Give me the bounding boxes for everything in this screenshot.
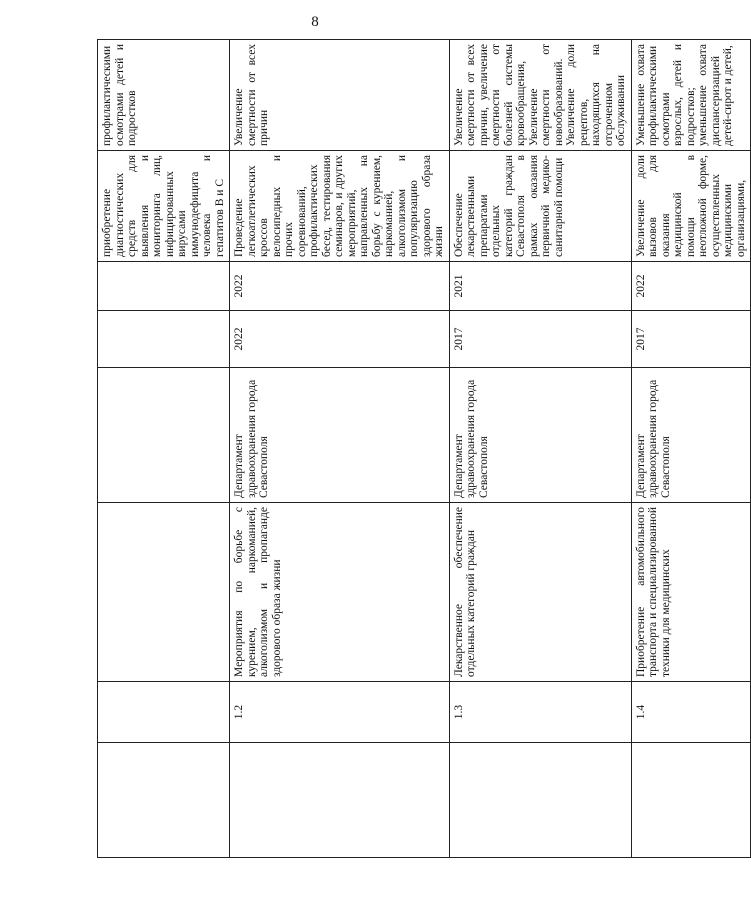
row-start-year: 2017 xyxy=(631,311,751,368)
row-end-year: 2022 xyxy=(230,262,450,311)
row-name: Приобретение автомобильного транспорта и специализированной техники для медицинских xyxy=(631,503,751,682)
row-executor: Департамент здравоохранения города Севастополя xyxy=(631,368,751,503)
table-row xyxy=(449,40,631,858)
continuation-row xyxy=(98,40,230,858)
row-result: Уменьшение охвата профилактическими осмотрами взрослых, детей и подростков; уменьшение охвата диспансеризацией детей-сирот и детей, xyxy=(631,40,751,151)
row-result: Увеличение смертности от всех причин, увеличение смертности от болезней системы кровообращения, Увеличение смертности от новообразований. Увеличение доли рецептов, находящихся на отсроченном обслуживании xyxy=(449,40,631,151)
row-start-year: 2017 xyxy=(449,311,631,368)
row-name: Мероприятия по борьбе с курением, наркоманией, алкоголизмом и пропаганде здорового образа жизни xyxy=(230,503,450,682)
row-content: Проведение легкоатлетических кроссов велосипедных и прочих соревнований, профилактических бесед, тестирования семинаров, и других мероприятий, направленных на борьбу с курением, наркоманией, алкоголизмом и популяризацию здорового образа жизни xyxy=(230,151,450,262)
row-number: 1.2 xyxy=(230,682,450,743)
program-table xyxy=(97,40,747,858)
row-end-year: 2022 xyxy=(631,262,751,311)
continuation-result: профилактическими осмотрами детей и подростков xyxy=(98,40,230,151)
row-result: Увеличение смертности от всех причин xyxy=(230,40,450,151)
row-end-year: 2021 xyxy=(449,262,631,311)
row-content: Обеспечение лекарственными препаратами отдельных категорий граждан Севастополя в рамках оказания первичной медико-санитарной помощи xyxy=(449,151,631,262)
row-number: 1.3 xyxy=(449,682,631,743)
row-content: Увеличение доли вызовов для оказания медицинской помощи в неотложной форме, осуществленных медицинскими организациями, xyxy=(631,151,751,262)
row-executor: Департамент здравоохранения города Севастополя xyxy=(449,368,631,503)
continuation-content: приобретение диагностических средств для выявления и мониторинга лиц, инфицированных вирусами иммунодефицита человека и гепатитов В и С xyxy=(98,151,230,262)
row-number: 1.4 xyxy=(631,682,751,743)
page-number: 8 xyxy=(311,14,319,30)
row-name: Лекарственное обеспечение отдельных категорий граждан xyxy=(449,503,631,682)
table-row xyxy=(230,40,450,858)
row-executor: Департамент здравоохранения города Севастополя xyxy=(230,368,450,503)
table-row xyxy=(631,40,751,858)
row-start-year: 2022 xyxy=(230,311,450,368)
